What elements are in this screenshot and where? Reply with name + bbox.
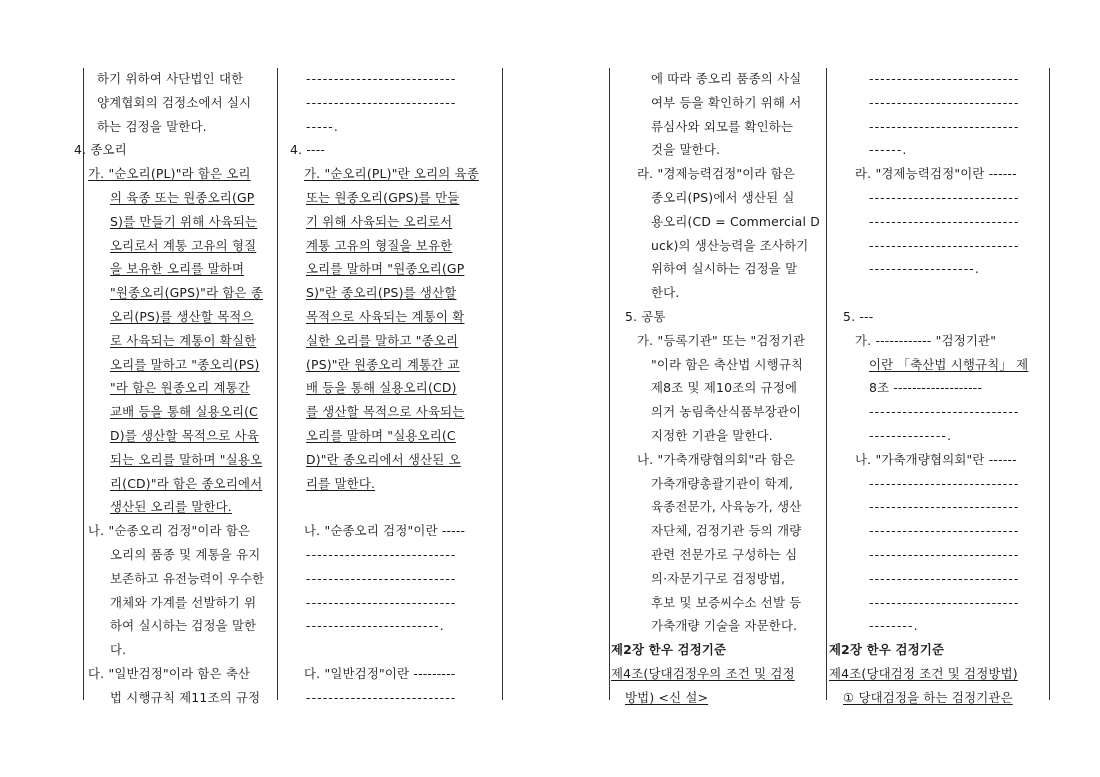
text-line: 8조 ------------------- — [869, 380, 983, 396]
text-line: 개체와 가계를 선발하기 위 — [110, 594, 257, 610]
text-line: 기 위해 사육되는 오리로서 — [306, 213, 453, 229]
text-line: 오리로서 계통 고유의 형질 — [110, 237, 257, 253]
text-line: 나. "가축개량협의회"라 함은 — [637, 451, 796, 467]
text-line: 다. "일반검정"이란 --------- — [304, 666, 456, 681]
text-line: 의 육종 또는 원종오리(GP — [110, 190, 255, 205]
text-line: 가. ------------ "검정기관" — [855, 332, 997, 348]
text-line: --------------------------- — [869, 190, 1020, 205]
text-line: 이란 「축산법 시행규칙」 제 — [869, 356, 1029, 372]
text-line: --------------------------- — [869, 237, 1020, 253]
text-line: 하기 위하여 사단법인 대한 — [97, 71, 244, 86]
text-line: 제8조 및 제10조의 규정에 — [651, 380, 798, 396]
text-line: uck)의 생산능력을 조사하기 — [651, 237, 809, 253]
column-divider — [609, 68, 610, 700]
text-line: 나. "순종오리 검정"이라 함은 — [88, 523, 251, 539]
text-line: --------------------------- — [869, 94, 1020, 110]
text-line: 하는 검정을 말한다. — [97, 118, 207, 134]
text-line: 오리(PS)를 생산할 목적으 — [110, 309, 254, 324]
text-line: 제4조(당대검정우의 조건 및 검정 — [611, 666, 795, 681]
column-revised-text-left — [290, 69, 500, 709]
text-line: 가축개량 기술을 자문한다. — [651, 618, 798, 634]
column-current-text-left — [74, 69, 276, 709]
text-line: ------. — [869, 142, 908, 158]
text-line: --------------------------- — [869, 71, 1020, 86]
text-line: (PS)"란 원종오리 계통간 교 — [306, 356, 460, 372]
text-line: 실한 오리를 말하고 "종오리 — [306, 332, 459, 348]
text-line: D)"란 종오리에서 생산된 오 — [306, 451, 461, 467]
text-line: --------------------------- — [869, 499, 1020, 515]
text-line: "라 함은 원종오리 계통간 — [110, 380, 251, 396]
text-line: 가. "등록기관" 또는 "검정기관 — [637, 332, 806, 348]
text-line: 로 사육되는 계통이 확실한 — [110, 332, 257, 348]
text-line: 육종전문가, 사육농가, 생산 — [651, 499, 802, 515]
text-line: 하여 실시하는 검정을 말한 — [110, 618, 257, 634]
text-line: 가. "순오리(PL)"라 함은 오리 — [88, 166, 251, 182]
text-line: 위하여 실시하는 검정을 말 — [651, 261, 798, 277]
text-line: S)"란 종오리(PS)를 생산할 — [306, 285, 457, 301]
text-line: 오리의 품종 및 계통을 유지 — [110, 547, 261, 562]
text-line: 관련 전문가로 구성하는 심 — [651, 547, 798, 562]
text-line: --------------------------- — [306, 547, 457, 562]
text-line: --------------------------- — [306, 71, 457, 86]
text-line: --------------------------- — [869, 594, 1020, 610]
text-line: 다. "일반검정"이라 함은 축산 — [88, 666, 251, 681]
text-line: -----. — [306, 118, 339, 134]
text-line: -------------------. — [869, 261, 980, 277]
text-line: 를 생산할 목적으로 사육되는 — [306, 404, 465, 420]
text-line: --------------------------- — [306, 94, 457, 110]
text-line: --------------. — [869, 428, 953, 443]
text-line: 제2장 한우 검정기준 — [611, 642, 727, 658]
text-line: 제2장 한우 검정기준 — [829, 642, 945, 658]
text-line: 목적으로 사육되는 계통이 확 — [306, 309, 465, 324]
text-line: 다. — [110, 642, 127, 658]
text-line: --------------------------- — [306, 570, 457, 586]
text-line: 가축개량총괄기관이 학계, — [651, 475, 794, 491]
text-line: 되는 오리를 말하며 "실용오 — [110, 451, 263, 467]
text-line: 후보 및 보증씨수소 선발 등 — [651, 594, 802, 610]
text-line: 계통 고유의 형질을 보유한 — [306, 237, 453, 253]
text-line: 오리를 말하며 "실용오리(C — [306, 428, 456, 443]
text-line: 것을 말한다. — [651, 142, 721, 158]
column-current-text-right — [611, 69, 825, 709]
text-line: --------------------------- — [869, 547, 1020, 562]
column-divider — [1049, 68, 1050, 700]
text-line: --------------------------- — [869, 118, 1020, 134]
text-line: 5. --- — [843, 309, 874, 324]
text-line: --------------------------- — [869, 213, 1020, 229]
text-line: --------------------------- — [306, 594, 457, 610]
text-line: --------. — [869, 618, 919, 634]
text-line: 의거 농림축산식품부장관이 — [651, 404, 802, 420]
text-line: ① 당대검정을 하는 검정기관은 — [843, 689, 1013, 705]
text-line: 나. "가축개량협의회"란 ------ — [855, 451, 1017, 467]
text-line: --------------------------- — [306, 689, 457, 705]
text-line: 4. 종오리 — [74, 142, 127, 158]
text-line: 류심사와 외모를 확인하는 — [651, 118, 794, 134]
text-line: "이라 함은 축산법 시행규칙 — [651, 356, 804, 372]
text-line: 오리를 말하고 "종오리(PS) — [110, 356, 260, 372]
text-line: 나. "순종오리 검정"이란 ----- — [304, 523, 466, 539]
text-line: "원종오리(GPS)"라 함은 종 — [110, 285, 264, 301]
text-line: 용오리(CD = Commercial D — [651, 213, 820, 229]
text-line: 의·자문기구로 검정방법, — [651, 570, 786, 586]
text-line: 방법) <신 설> — [625, 689, 709, 705]
text-line: --------------------------- — [869, 570, 1020, 586]
text-line: 자단체, 검정기관 등의 개량 — [651, 523, 802, 539]
text-line: D)를 생산할 목적으로 사육 — [110, 428, 259, 443]
text-line: 종오리(PS)에서 생산된 실 — [651, 190, 795, 205]
text-line: 에 따라 종오리 품종의 사실 — [651, 71, 802, 86]
text-line: --------------------------- — [869, 523, 1020, 539]
text-line: 을 보유한 오리를 말하며 — [110, 261, 245, 277]
text-line: 4. ---- — [290, 142, 326, 158]
column-divider — [826, 68, 827, 700]
text-line: 한다. — [651, 285, 680, 301]
text-line: 양계협회의 검정소에서 실시 — [97, 94, 252, 110]
text-line: 리(CD)"라 함은 종오리에서 — [110, 475, 263, 491]
text-line: 교배 등을 통해 실용오리(C — [110, 404, 258, 420]
text-line: 법 시행규칙 제11조의 규정 — [110, 689, 261, 705]
text-line: 가. "순오리(PL)"란 오리의 육종 — [304, 166, 479, 182]
text-line: 또는 원종오리(GPS)를 만들 — [306, 190, 460, 205]
text-line: 지정한 기관을 말한다. — [651, 428, 773, 443]
text-line: 제4조(당대검정 조건 및 검정방법) — [829, 666, 1018, 681]
text-line: 5. 공통 — [625, 309, 666, 324]
text-line: 오리를 말하며 "원종오리(GP — [306, 261, 465, 277]
text-line: 라. "경제능력검정"이란 ------ — [855, 166, 1017, 182]
column-divider — [277, 68, 278, 700]
text-line: --------------------------- — [869, 404, 1020, 420]
text-line: S)를 만들기 위해 사육되는 — [110, 213, 258, 229]
column-revised-text-right — [829, 69, 1048, 709]
text-line: 여부 등을 확인하기 위해 서 — [651, 94, 802, 110]
text-line: 생산된 오리를 말한다. — [110, 499, 232, 515]
text-line: 리를 말한다. — [306, 475, 376, 491]
text-line: 보존하고 유전능력이 우수한 — [110, 570, 265, 586]
text-line: --------------------------- — [869, 475, 1020, 491]
text-line: ------------------------. — [306, 618, 445, 634]
column-divider — [502, 68, 503, 700]
text-line: 라. "경제능력검정"이라 함은 — [637, 166, 796, 182]
text-line: 배 등을 통해 실용오리(CD) — [306, 380, 457, 396]
